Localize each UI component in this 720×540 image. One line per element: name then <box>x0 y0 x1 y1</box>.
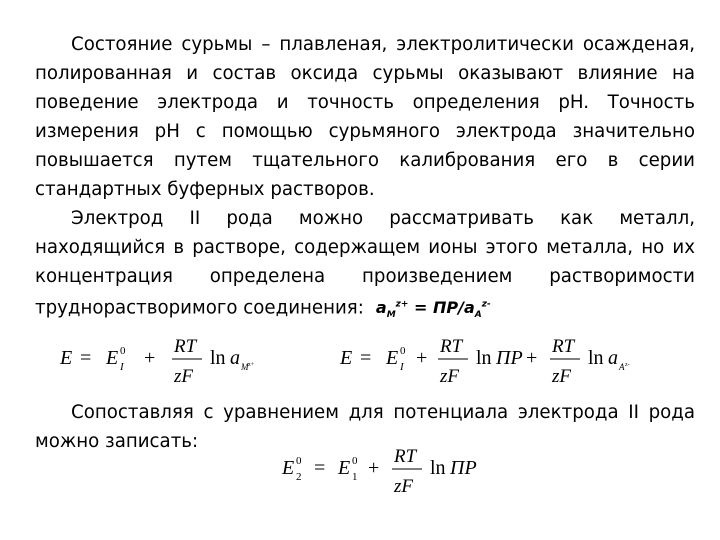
formula-potential-solubility-product <box>340 330 660 394</box>
formula2-E0: E <box>386 347 399 369</box>
formula1-subI: I <box>120 361 124 373</box>
formula1-sup: z+ <box>248 362 255 368</box>
formula3-sup0a: 0 <box>296 455 302 467</box>
formula2-sup0: 0 <box>400 345 406 357</box>
formula3-sub2: 2 <box>296 471 302 483</box>
formula2-ln1: ln <box>476 347 492 369</box>
formula-standard-potential-relation <box>282 440 522 504</box>
formula1-ln: ln <box>210 347 226 369</box>
formula1-sub: M <box>241 362 249 372</box>
formula1-numerator: RT <box>174 336 197 357</box>
paragraph-second-kind-electrode <box>35 204 695 331</box>
formula2-subI: I <box>400 361 404 373</box>
formula3-E1: E <box>338 457 351 479</box>
formula-potential-metal-ion <box>60 330 300 394</box>
formula1-E: E <box>60 347 73 369</box>
formula1-plus: + <box>144 347 156 369</box>
paragraph-comparison: Сопоставляя с уравнением для потенциала электрода II рода можно записать: <box>35 402 695 452</box>
formula2-numerator1: RT <box>440 336 463 357</box>
formula2-E: E <box>340 347 353 369</box>
formula2-a: a <box>608 347 618 369</box>
formula3-plus: + <box>368 457 380 479</box>
inline-formula-activity <box>375 298 491 321</box>
inline-formula-part: M <box>386 310 396 321</box>
formula1-sup0: 0 <box>120 345 126 357</box>
formula3-E2: E <box>282 457 295 479</box>
inline-formula-part: z- <box>481 300 491 310</box>
formula3-sup0b: 0 <box>352 455 358 467</box>
formula2-plus2: + <box>526 347 538 369</box>
inline-formula-part: z+ <box>395 300 409 310</box>
formula3-equals: = <box>314 457 326 479</box>
formula1-a: a <box>230 347 240 369</box>
paragraph-second-kind-text: Электрод II рода можно рассматривать как металл, находящийся в растворе, содержащем ионы этого металла, но их концентрация определена произведением растворимости труднорастворимого соединения: <box>35 208 695 319</box>
formula3-denominator: zF <box>394 476 413 497</box>
formula2-sup: z- <box>625 362 630 368</box>
formula1-denominator: zF <box>174 366 193 387</box>
formula3-PR: ПР <box>450 457 477 479</box>
formula2-plus1: + <box>416 347 428 369</box>
formula2-PR: ПР <box>496 347 523 369</box>
formula2-ln2: ln <box>588 347 604 369</box>
formula2-sub: A <box>619 362 625 372</box>
formula3-ln: ln <box>430 457 446 479</box>
formula2-denominator1: zF <box>440 366 459 387</box>
paragraph-antimony-state: Состояние сурьмы – плавленая, электролитически осажденая, полированная и состав оксида сурьмы оказывают влияние на поведение электрода и точность определения pH. Точность измерения pH с помощью сурьмяного электрода значительно повышается путем тщательного калибрования его в серии стандартных буферных растворов. <box>35 34 695 200</box>
formula1-E0: E <box>106 347 119 369</box>
inline-formula-part: = ПР/a <box>408 298 475 318</box>
inline-formula-part: A <box>474 310 482 321</box>
formula2-equals: = <box>360 347 372 369</box>
formula3-sub1: 1 <box>352 471 358 483</box>
formula2-denominator2: zF <box>552 366 571 387</box>
formula3-numerator: RT <box>394 446 417 467</box>
inline-formula-part: a <box>375 298 387 318</box>
formula2-numerator2: RT <box>552 336 575 357</box>
formula1-equals: = <box>80 347 92 369</box>
